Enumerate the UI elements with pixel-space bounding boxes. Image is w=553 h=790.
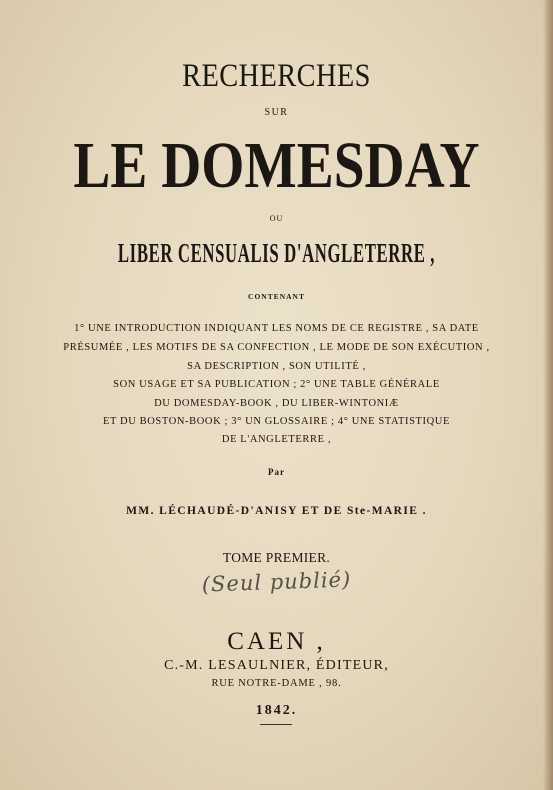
divider bbox=[260, 724, 292, 725]
imprint-city: CAEN , bbox=[227, 628, 326, 655]
word-contenant: CONTENANT bbox=[248, 292, 305, 301]
description-line: 1° UNE INTRODUCTION INDIQUANT LES NOMS DE CE REGISTRE , SA DATE bbox=[74, 323, 479, 334]
volume-label: TOME PREMIER. bbox=[222, 550, 331, 565]
description-line: SON USAGE ET SA PUBLICATION ; 2° UNE TABLE GÉNÉRALE bbox=[113, 379, 440, 390]
authors: MM. LÉCHAUDÉ-D'ANISY ET DE Ste-MARIE . bbox=[126, 505, 427, 517]
handwritten-annotation: (Seul publié) bbox=[201, 567, 352, 597]
heading-recherches: RECHERCHES bbox=[182, 58, 371, 94]
description-line: DE L'ANGLETERRE , bbox=[221, 434, 332, 445]
description-line: ET DU BOSTON-BOOK ; 3° UN GLOSSAIRE ; 4° UNE STATISTIQUE bbox=[102, 416, 451, 427]
imprint-publisher: C.-M. LESAULNIER, ÉDITEUR, bbox=[164, 658, 389, 673]
imprint-year: 1842. bbox=[255, 703, 298, 718]
word-ou: OU bbox=[269, 214, 284, 223]
description-line: PRÉSUMÉE , LES MOTIFS DE SA CONFECTION , LE MODE DE SON EXÉCUTION , bbox=[63, 342, 490, 353]
subtitle: LIBER CENSUALIS D'ANGLETERRE , bbox=[117, 238, 436, 268]
description-line: DU DOMESDAY-BOOK , DU LIBER-WINTONIÆ bbox=[154, 398, 399, 409]
main-title: LE DOMESDAY bbox=[73, 129, 480, 202]
word-sur: SUR bbox=[264, 107, 289, 118]
description-line: SA DESCRIPTION , SON UTILITÉ , bbox=[187, 361, 366, 372]
word-par: Par bbox=[268, 467, 285, 477]
imprint-address: RUE NOTRE-DAME , 98. bbox=[211, 678, 342, 689]
